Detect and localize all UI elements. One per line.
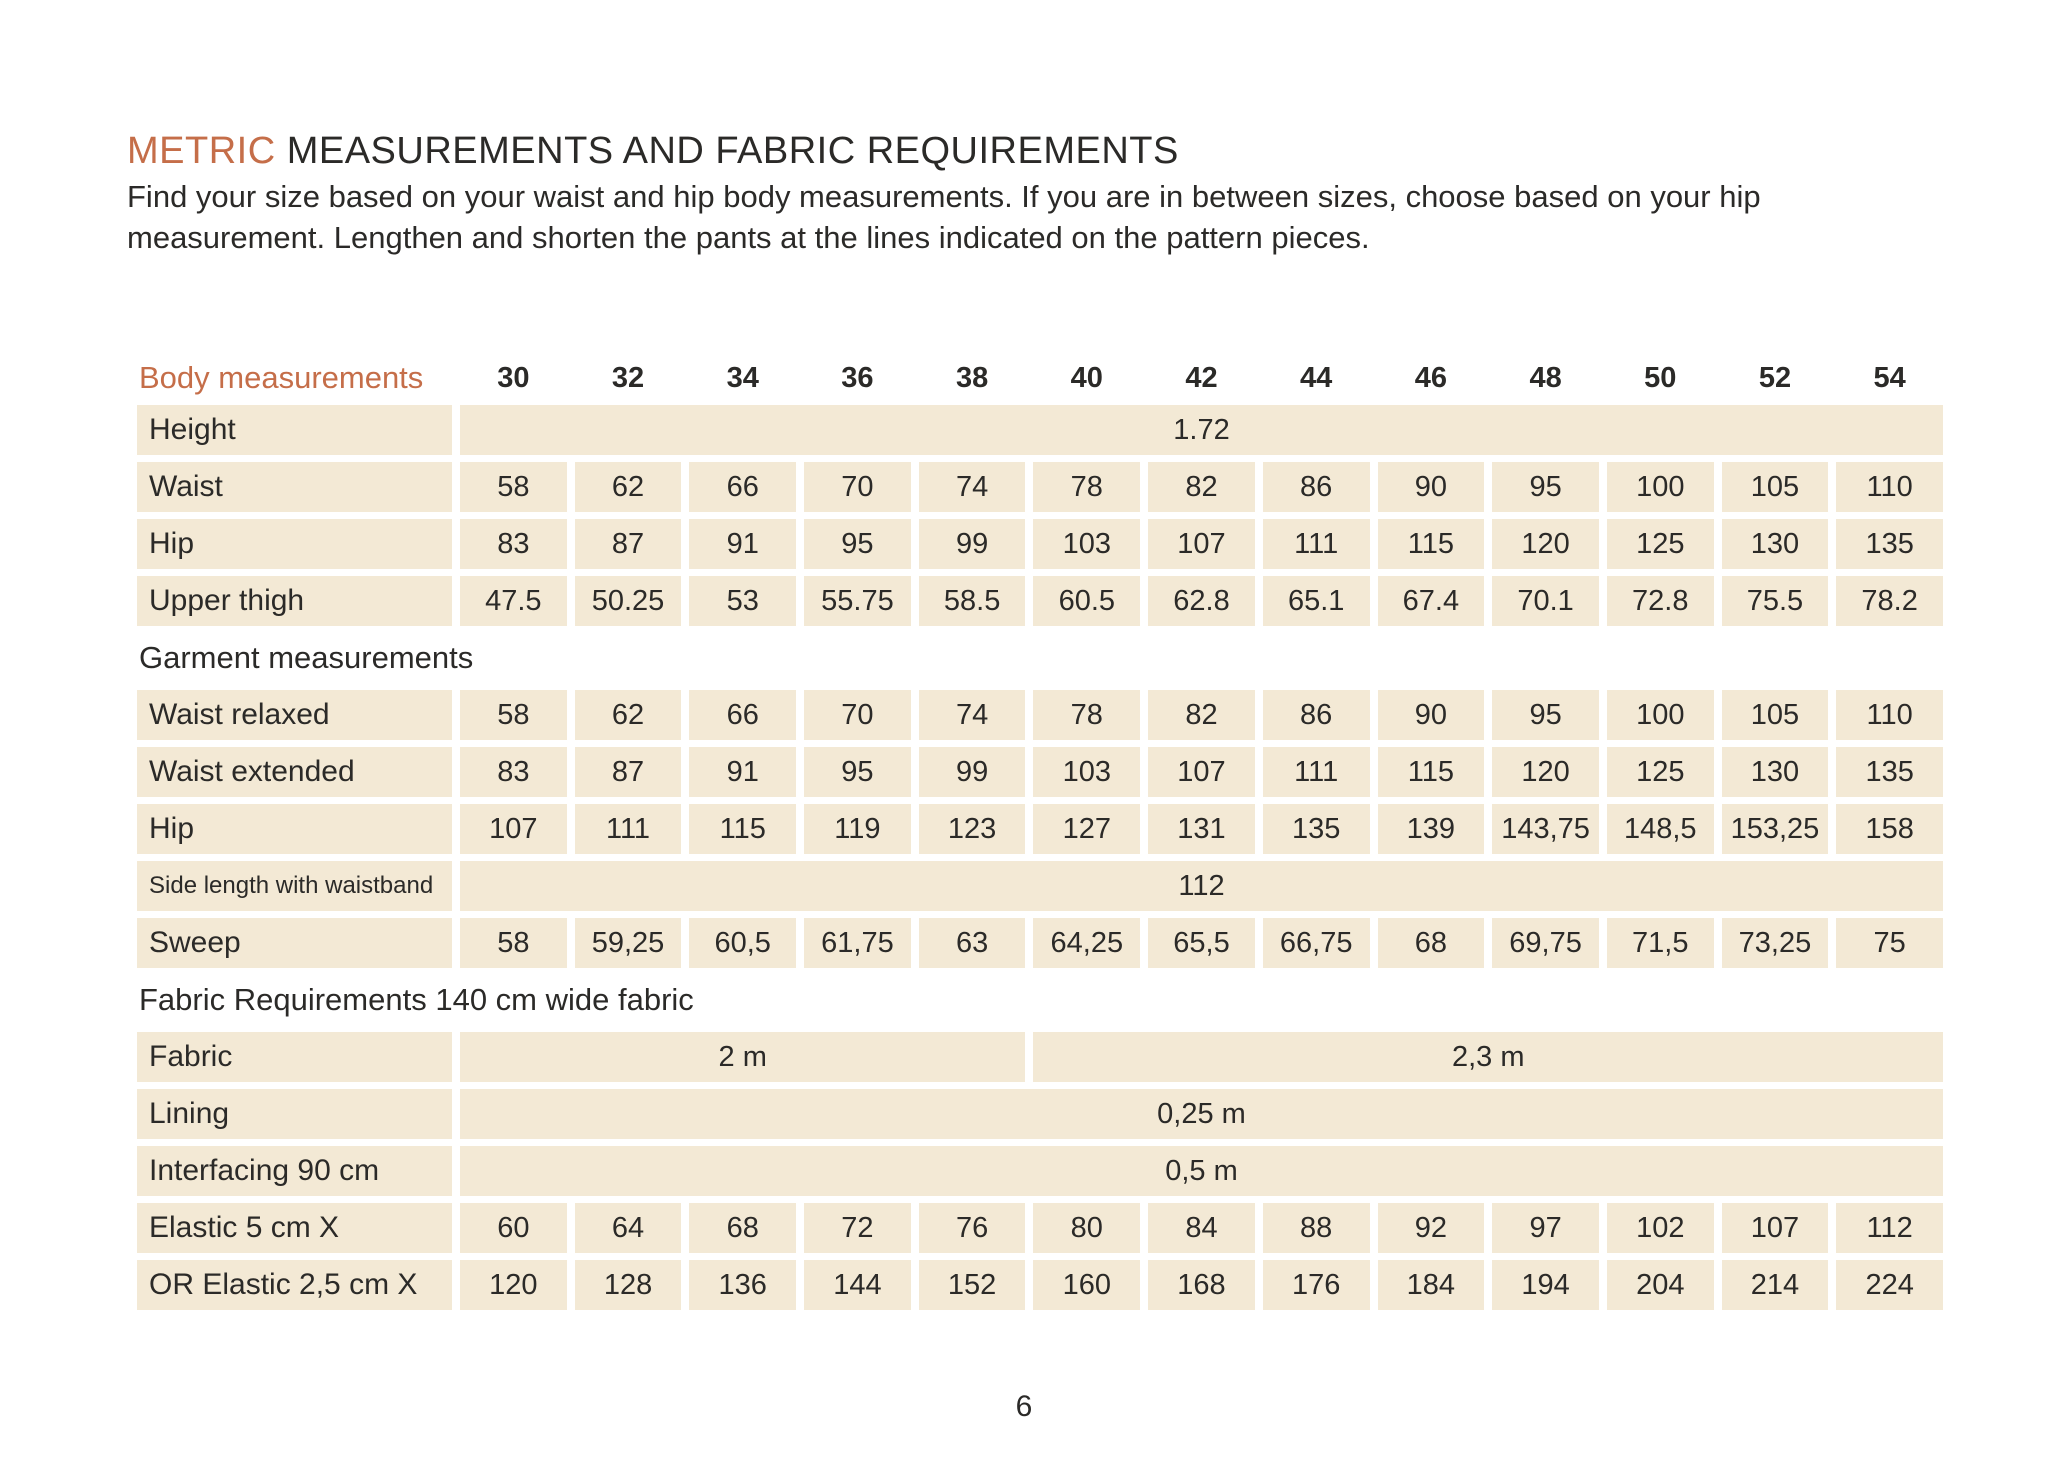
row-label: Hip: [137, 519, 452, 569]
value-cell: 224: [1836, 1260, 1943, 1310]
value-cell: 99: [919, 747, 1026, 797]
value-cell: 125: [1607, 519, 1714, 569]
value-cell: 120: [1492, 747, 1599, 797]
value-cell: 214: [1722, 1260, 1829, 1310]
value-cell: 99: [919, 519, 1026, 569]
value-cell: 119: [804, 804, 911, 854]
value-cell: 107: [1722, 1203, 1829, 1253]
value-cell: 204: [1607, 1260, 1714, 1310]
value-cell: 143,75: [1492, 804, 1599, 854]
value-cell: 184: [1378, 1260, 1485, 1310]
value-cell: 105: [1722, 690, 1829, 740]
value-cell: 160: [1033, 1260, 1140, 1310]
value-cell: 95: [1492, 462, 1599, 512]
value-cell: 55.75: [804, 576, 911, 626]
value-cell: 47.5: [460, 576, 567, 626]
value-cell: 152: [919, 1260, 1026, 1310]
value-cell: 58: [460, 918, 567, 968]
table-header-label: Body measurements: [139, 360, 424, 395]
value-cell: 144: [804, 1260, 911, 1310]
value-cell: 110: [1836, 690, 1943, 740]
row-label: Fabric: [137, 1032, 452, 1082]
size-column-header: 30: [497, 361, 530, 394]
value-cell: 120: [460, 1260, 567, 1310]
size-column-header: 46: [1414, 361, 1447, 394]
row-label: Elastic 5 cm X: [137, 1203, 452, 1253]
size-table: [137, 358, 1943, 1310]
value-cell: 128: [575, 1260, 682, 1310]
size-column-header: 32: [611, 361, 645, 394]
value-cell: 102: [1607, 1203, 1714, 1253]
value-cell: 103: [1033, 747, 1140, 797]
value-cell: 76: [919, 1203, 1026, 1253]
intro-line-2: measurement. Lengthen and shorten the pants at the lines indicated on the pattern pieces.: [127, 220, 1370, 255]
value-cell: 70: [804, 690, 911, 740]
value-cell: 65,5: [1148, 918, 1255, 968]
value-cell: 123: [919, 804, 1026, 854]
value-cell: 70: [804, 462, 911, 512]
value-cell: 92: [1378, 1203, 1485, 1253]
size-column-header: 54: [1873, 361, 1906, 394]
value-cell: 111: [1263, 519, 1370, 569]
value-cell: 168: [1148, 1260, 1255, 1310]
value-cell: 135: [1836, 747, 1943, 797]
value-cell: 72: [804, 1203, 911, 1253]
value-cell: 88: [1263, 1203, 1370, 1253]
value-cell: 87: [575, 519, 682, 569]
value-cell: 158: [1836, 804, 1943, 854]
value-cell: 103: [1033, 519, 1140, 569]
value-cell: 90: [1378, 690, 1485, 740]
value-cell: 68: [689, 1203, 796, 1253]
row-label: Height: [137, 405, 452, 455]
row-label: Sweep: [137, 918, 452, 968]
value-cell: 110: [1836, 462, 1943, 512]
split-value-cell: 2,3 m: [1033, 1032, 1943, 1082]
intro-line-1: Find your size based on your waist and hip body measurements. If you are in between sizes, choose based on your hip: [127, 179, 1761, 214]
value-cell: 64: [575, 1203, 682, 1253]
page-title-highlight: METRIC: [127, 130, 276, 172]
row-label: Upper thigh: [137, 576, 452, 626]
value-cell: 91: [689, 519, 796, 569]
row-label: Lining: [137, 1089, 452, 1139]
value-cell: 66,75: [1263, 918, 1370, 968]
value-cell: 82: [1148, 690, 1255, 740]
value-cell: 61,75: [804, 918, 911, 968]
value-cell: 53: [689, 576, 796, 626]
value-cell: 80: [1033, 1203, 1140, 1253]
value-cell: 65.1: [1263, 576, 1370, 626]
size-column-header: 50: [1644, 361, 1677, 394]
value-cell: 97: [1492, 1203, 1599, 1253]
intro-paragraph: [127, 176, 1761, 258]
value-cell: 91: [689, 747, 796, 797]
value-cell: 70.1: [1492, 576, 1599, 626]
value-cell: 78.2: [1836, 576, 1943, 626]
value-cell: 111: [575, 804, 682, 854]
row-label: Waist relaxed: [137, 690, 452, 740]
value-cell: 95: [1492, 690, 1599, 740]
size-column-header: 44: [1300, 361, 1333, 394]
value-cell: 95: [804, 519, 911, 569]
value-cell: 63: [919, 918, 1026, 968]
value-cell: 127: [1033, 804, 1140, 854]
page-number: 6: [1015, 1390, 1033, 1423]
row-label: Side length with waistband: [137, 861, 452, 911]
value-cell: 60,5: [689, 918, 796, 968]
value-cell: 95: [804, 747, 911, 797]
value-cell: 130: [1722, 747, 1829, 797]
value-cell: 59,25: [575, 918, 682, 968]
page-title: [127, 130, 1179, 173]
value-cell: 135: [1836, 519, 1943, 569]
merged-value-cell: 112: [460, 861, 1943, 911]
value-cell: 112: [1836, 1203, 1943, 1253]
value-cell: 75: [1836, 918, 1943, 968]
value-cell: 84: [1148, 1203, 1255, 1253]
value-cell: 71,5: [1607, 918, 1714, 968]
value-cell: 58: [460, 462, 567, 512]
value-cell: 60: [460, 1203, 567, 1253]
value-cell: 115: [1378, 519, 1485, 569]
value-cell: 66: [689, 462, 796, 512]
value-cell: 66: [689, 690, 796, 740]
split-value-cell: 2 m: [460, 1032, 1025, 1082]
value-cell: 90: [1378, 462, 1485, 512]
value-cell: 62: [575, 462, 682, 512]
value-cell: 194: [1492, 1260, 1599, 1310]
value-cell: 86: [1263, 462, 1370, 512]
value-cell: 107: [1148, 747, 1255, 797]
row-label: Waist: [137, 462, 452, 512]
value-cell: 78: [1033, 690, 1140, 740]
value-cell: 139: [1378, 804, 1485, 854]
value-cell: 100: [1607, 690, 1714, 740]
merged-value-cell: 1.72: [460, 405, 1943, 455]
value-cell: 131: [1148, 804, 1255, 854]
size-column-header: 34: [726, 361, 759, 394]
value-cell: 69,75: [1492, 918, 1599, 968]
value-cell: 130: [1722, 519, 1829, 569]
value-cell: 120: [1492, 519, 1599, 569]
merged-value-cell: 0,5 m: [460, 1146, 1943, 1196]
value-cell: 136: [689, 1260, 796, 1310]
value-cell: 115: [689, 804, 796, 854]
row-label: Interfacing 90 cm: [137, 1146, 452, 1196]
value-cell: 100: [1607, 462, 1714, 512]
merged-value-cell: 0,25 m: [460, 1089, 1943, 1139]
row-label: OR Elastic 2,5 cm X: [137, 1260, 452, 1310]
value-cell: 67.4: [1378, 576, 1485, 626]
value-cell: 75.5: [1722, 576, 1829, 626]
value-cell: 83: [460, 747, 567, 797]
size-column-header: 48: [1529, 361, 1562, 394]
value-cell: 74: [919, 462, 1026, 512]
value-cell: 153,25: [1722, 804, 1829, 854]
value-cell: 176: [1263, 1260, 1370, 1310]
value-cell: 72.8: [1607, 576, 1714, 626]
value-cell: 82: [1148, 462, 1255, 512]
value-cell: 62: [575, 690, 682, 740]
value-cell: 148,5: [1607, 804, 1714, 854]
value-cell: 78: [1033, 462, 1140, 512]
value-cell: 105: [1722, 462, 1829, 512]
size-column-header: 52: [1758, 361, 1792, 394]
value-cell: 68: [1378, 918, 1485, 968]
size-column-header: 42: [1185, 361, 1218, 394]
size-column-header: 38: [955, 361, 989, 394]
value-cell: 86: [1263, 690, 1370, 740]
value-cell: 111: [1263, 747, 1370, 797]
row-label: Waist extended: [137, 747, 452, 797]
value-cell: 64,25: [1033, 918, 1140, 968]
size-column-header: 40: [1070, 361, 1103, 394]
size-column-header: 36: [841, 361, 874, 394]
value-cell: 60.5: [1033, 576, 1140, 626]
value-cell: 135: [1263, 804, 1370, 854]
value-cell: 73,25: [1722, 918, 1829, 968]
value-cell: 87: [575, 747, 682, 797]
section-row-label: Fabric Requirements 140 cm wide fabric: [139, 982, 694, 1017]
value-cell: 74: [919, 690, 1026, 740]
value-cell: 58.5: [919, 576, 1026, 626]
value-cell: 62.8: [1148, 576, 1255, 626]
value-cell: 107: [460, 804, 567, 854]
section-row-label: Garment measurements: [139, 640, 474, 675]
value-cell: 50.25: [575, 576, 682, 626]
value-cell: 125: [1607, 747, 1714, 797]
value-cell: 83: [460, 519, 567, 569]
value-cell: 115: [1378, 747, 1485, 797]
value-cell: 58: [460, 690, 567, 740]
page-title-rest: MEASUREMENTS AND FABRIC REQUIREMENTS: [275, 130, 1179, 172]
value-cell: 107: [1148, 519, 1255, 569]
row-label: Hip: [137, 804, 452, 854]
